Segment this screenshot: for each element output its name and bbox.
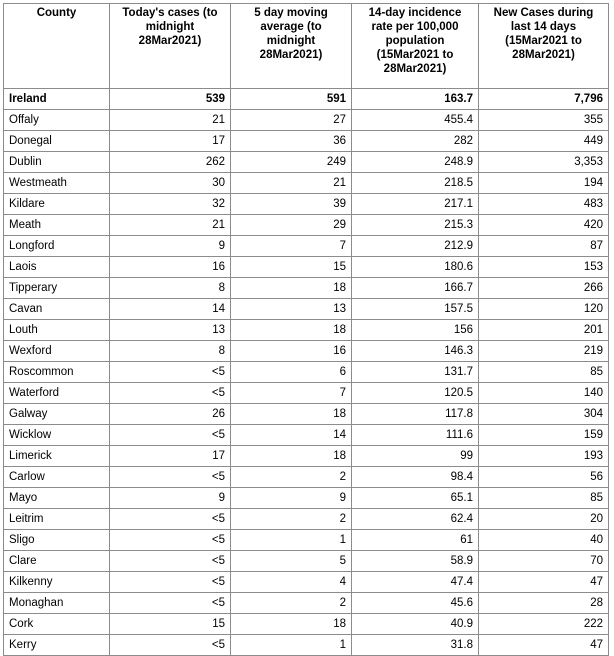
moving-average-cell: 2 xyxy=(231,593,352,614)
todays-cases-cell: 21 xyxy=(110,110,231,131)
new-cases-cell: 85 xyxy=(479,488,609,509)
incidence-rate-cell: 166.7 xyxy=(352,278,479,299)
new-cases-cell: 140 xyxy=(479,383,609,404)
todays-cases-cell: 9 xyxy=(110,236,231,257)
incidence-rate-cell: 218.5 xyxy=(352,173,479,194)
new-cases-cell: 355 xyxy=(479,110,609,131)
table-row xyxy=(4,635,609,656)
table-row xyxy=(4,488,609,509)
table-row xyxy=(4,509,609,530)
county-cell: Limerick xyxy=(4,446,110,467)
moving-average-cell: 36 xyxy=(231,131,352,152)
table-row xyxy=(4,530,609,551)
moving-average-cell: 13 xyxy=(231,299,352,320)
new-cases-cell: 194 xyxy=(479,173,609,194)
moving-average-cell: 18 xyxy=(231,446,352,467)
new-cases-cell: 120 xyxy=(479,299,609,320)
county-cell: Clare xyxy=(4,551,110,572)
moving-average-cell: 2 xyxy=(231,509,352,530)
incidence-rate-cell: 98.4 xyxy=(352,467,479,488)
table-row xyxy=(4,593,609,614)
county-cell: Westmeath xyxy=(4,173,110,194)
new-cases-cell: 449 xyxy=(479,131,609,152)
header-row xyxy=(4,4,609,89)
table-row xyxy=(4,236,609,257)
table-row xyxy=(4,572,609,593)
todays-cases-cell: 30 xyxy=(110,173,231,194)
county-cell: Offaly xyxy=(4,110,110,131)
new-cases-cell: 56 xyxy=(479,467,609,488)
todays-cases-cell: <5 xyxy=(110,425,231,446)
table-row xyxy=(4,257,609,278)
table-row xyxy=(4,131,609,152)
new-cases-cell: 222 xyxy=(479,614,609,635)
county-cell: Leitrim xyxy=(4,509,110,530)
moving-average-cell: 16 xyxy=(231,341,352,362)
todays-cases-cell: 13 xyxy=(110,320,231,341)
moving-average-cell: 27 xyxy=(231,110,352,131)
covid-cases-table xyxy=(3,3,609,656)
new-cases-cell: 201 xyxy=(479,320,609,341)
incidence-rate-cell: 215.3 xyxy=(352,215,479,236)
todays-cases-cell: 17 xyxy=(110,446,231,467)
incidence-rate-cell: 180.6 xyxy=(352,257,479,278)
incidence-rate-cell: 40.9 xyxy=(352,614,479,635)
county-cell: Donegal xyxy=(4,131,110,152)
moving-average-cell: 1 xyxy=(231,530,352,551)
todays-cases-cell: <5 xyxy=(110,467,231,488)
table-row xyxy=(4,194,609,215)
header-new-cases-14-days: New Cases during last 14 days (15Mar2021 to 28Mar2021) xyxy=(479,4,609,89)
todays-cases-cell: 8 xyxy=(110,278,231,299)
incidence-rate-cell: 455.4 xyxy=(352,110,479,131)
new-cases-cell: 7,796 xyxy=(479,89,609,110)
moving-average-cell: 4 xyxy=(231,572,352,593)
incidence-rate-cell: 117.8 xyxy=(352,404,479,425)
moving-average-cell: 5 xyxy=(231,551,352,572)
table-row xyxy=(4,446,609,467)
moving-average-cell: 7 xyxy=(231,236,352,257)
moving-average-cell: 249 xyxy=(231,152,352,173)
table-row xyxy=(4,425,609,446)
incidence-rate-cell: 156 xyxy=(352,320,479,341)
new-cases-cell: 40 xyxy=(479,530,609,551)
incidence-rate-cell: 31.8 xyxy=(352,635,479,656)
incidence-rate-cell: 120.5 xyxy=(352,383,479,404)
new-cases-cell: 3,353 xyxy=(479,152,609,173)
moving-average-cell: 15 xyxy=(231,257,352,278)
new-cases-cell: 47 xyxy=(479,572,609,593)
county-cell: Wicklow xyxy=(4,425,110,446)
table-row xyxy=(4,278,609,299)
incidence-rate-cell: 45.6 xyxy=(352,593,479,614)
moving-average-cell: 14 xyxy=(231,425,352,446)
incidence-rate-cell: 212.9 xyxy=(352,236,479,257)
county-cell: Cavan xyxy=(4,299,110,320)
header-todays-cases: Today's cases (to midnight 28Mar2021) xyxy=(110,4,231,89)
table-body xyxy=(4,89,609,656)
incidence-rate-cell: 61 xyxy=(352,530,479,551)
header-14-day-incidence: 14-day incidence rate per 100,000 population (15Mar2021 to 28Mar2021) xyxy=(352,4,479,89)
todays-cases-cell: <5 xyxy=(110,362,231,383)
moving-average-cell: 6 xyxy=(231,362,352,383)
table-row xyxy=(4,152,609,173)
incidence-rate-cell: 47.4 xyxy=(352,572,479,593)
new-cases-cell: 87 xyxy=(479,236,609,257)
table-row xyxy=(4,110,609,131)
moving-average-cell: 591 xyxy=(231,89,352,110)
todays-cases-cell: 32 xyxy=(110,194,231,215)
table-row xyxy=(4,362,609,383)
moving-average-cell: 18 xyxy=(231,320,352,341)
table-row xyxy=(4,467,609,488)
county-cell: Dublin xyxy=(4,152,110,173)
county-cell: Kildare xyxy=(4,194,110,215)
new-cases-cell: 304 xyxy=(479,404,609,425)
county-cell: Galway xyxy=(4,404,110,425)
new-cases-cell: 193 xyxy=(479,446,609,467)
new-cases-cell: 266 xyxy=(479,278,609,299)
county-cell: Roscommon xyxy=(4,362,110,383)
incidence-rate-cell: 111.6 xyxy=(352,425,479,446)
county-cell: Longford xyxy=(4,236,110,257)
table-row xyxy=(4,404,609,425)
todays-cases-cell: <5 xyxy=(110,383,231,404)
todays-cases-cell: <5 xyxy=(110,530,231,551)
moving-average-cell: 18 xyxy=(231,614,352,635)
moving-average-cell: 1 xyxy=(231,635,352,656)
new-cases-cell: 153 xyxy=(479,257,609,278)
county-cell: Wexford xyxy=(4,341,110,362)
moving-average-cell: 18 xyxy=(231,404,352,425)
todays-cases-cell: 9 xyxy=(110,488,231,509)
incidence-rate-cell: 99 xyxy=(352,446,479,467)
new-cases-cell: 70 xyxy=(479,551,609,572)
new-cases-cell: 47 xyxy=(479,635,609,656)
todays-cases-cell: 262 xyxy=(110,152,231,173)
moving-average-cell: 9 xyxy=(231,488,352,509)
new-cases-cell: 219 xyxy=(479,341,609,362)
todays-cases-cell: 16 xyxy=(110,257,231,278)
moving-average-cell: 29 xyxy=(231,215,352,236)
table-row xyxy=(4,299,609,320)
table-row xyxy=(4,551,609,572)
county-cell: Monaghan xyxy=(4,593,110,614)
new-cases-cell: 28 xyxy=(479,593,609,614)
todays-cases-cell: 14 xyxy=(110,299,231,320)
incidence-rate-cell: 65.1 xyxy=(352,488,479,509)
county-cell: Cork xyxy=(4,614,110,635)
incidence-rate-cell: 58.9 xyxy=(352,551,479,572)
table-row xyxy=(4,320,609,341)
todays-cases-cell: 21 xyxy=(110,215,231,236)
county-cell: Waterford xyxy=(4,383,110,404)
todays-cases-cell: <5 xyxy=(110,509,231,530)
county-cell: Mayo xyxy=(4,488,110,509)
incidence-rate-cell: 131.7 xyxy=(352,362,479,383)
county-cell: Carlow xyxy=(4,467,110,488)
county-cell: Kilkenny xyxy=(4,572,110,593)
header-county: County xyxy=(4,4,110,89)
new-cases-cell: 159 xyxy=(479,425,609,446)
table-row xyxy=(4,383,609,404)
table-row xyxy=(4,341,609,362)
header-5-day-average: 5 day moving average (to midnight 28Mar2021) xyxy=(231,4,352,89)
incidence-rate-cell: 282 xyxy=(352,131,479,152)
county-cell: Laois xyxy=(4,257,110,278)
todays-cases-cell: <5 xyxy=(110,635,231,656)
todays-cases-cell: 539 xyxy=(110,89,231,110)
moving-average-cell: 39 xyxy=(231,194,352,215)
county-cell: Kerry xyxy=(4,635,110,656)
moving-average-cell: 18 xyxy=(231,278,352,299)
new-cases-cell: 85 xyxy=(479,362,609,383)
county-cell: Ireland xyxy=(4,89,110,110)
county-cell: Tipperary xyxy=(4,278,110,299)
todays-cases-cell: <5 xyxy=(110,551,231,572)
incidence-rate-cell: 157.5 xyxy=(352,299,479,320)
todays-cases-cell: <5 xyxy=(110,572,231,593)
incidence-rate-cell: 62.4 xyxy=(352,509,479,530)
table-row xyxy=(4,215,609,236)
county-cell: Louth xyxy=(4,320,110,341)
county-cell: Meath xyxy=(4,215,110,236)
new-cases-cell: 483 xyxy=(479,194,609,215)
todays-cases-cell: <5 xyxy=(110,593,231,614)
todays-cases-cell: 8 xyxy=(110,341,231,362)
moving-average-cell: 7 xyxy=(231,383,352,404)
todays-cases-cell: 26 xyxy=(110,404,231,425)
table-row xyxy=(4,173,609,194)
new-cases-cell: 420 xyxy=(479,215,609,236)
moving-average-cell: 21 xyxy=(231,173,352,194)
incidence-rate-cell: 163.7 xyxy=(352,89,479,110)
county-cell: Sligo xyxy=(4,530,110,551)
moving-average-cell: 2 xyxy=(231,467,352,488)
incidence-rate-cell: 146.3 xyxy=(352,341,479,362)
incidence-rate-cell: 217.1 xyxy=(352,194,479,215)
todays-cases-cell: 17 xyxy=(110,131,231,152)
todays-cases-cell: 15 xyxy=(110,614,231,635)
new-cases-cell: 20 xyxy=(479,509,609,530)
table-row xyxy=(4,614,609,635)
total-row xyxy=(4,89,609,110)
incidence-rate-cell: 248.9 xyxy=(352,152,479,173)
